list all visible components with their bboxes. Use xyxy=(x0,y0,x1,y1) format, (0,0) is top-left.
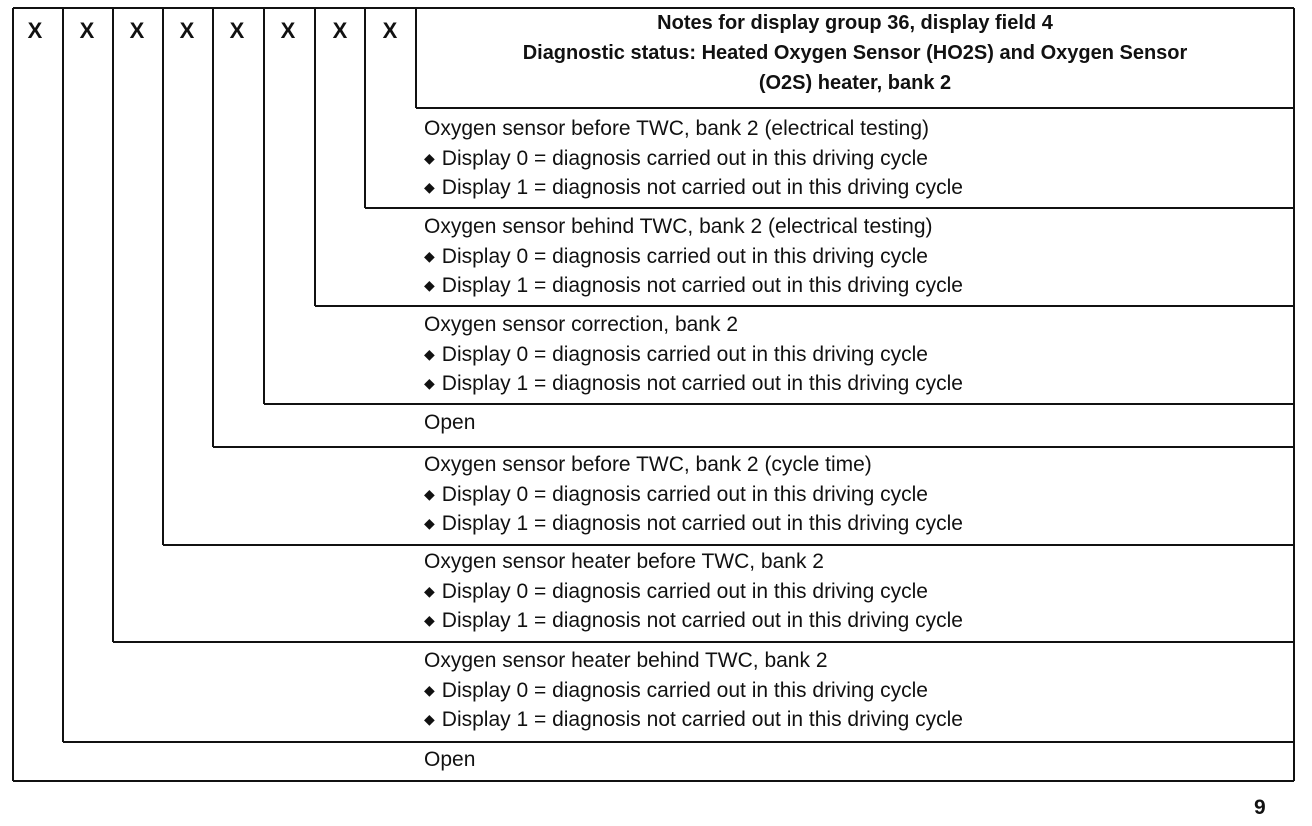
diamond-bullet-icon: ◆ xyxy=(424,681,435,698)
bit-mark-2: X xyxy=(280,18,296,43)
row-bit-1 xyxy=(424,213,963,301)
display-0-note: Display 0 = diagnosis carried out in this driving cycle xyxy=(441,244,928,268)
diamond-bullet-icon: ◆ xyxy=(424,179,435,195)
display-0-note: Display 0 = diagnosis carried out in this driving cycle xyxy=(441,146,928,170)
row-title: Oxygen sensor heater before TWC, bank 2 xyxy=(424,550,824,573)
display-0-note: Display 0 = diagnosis carried out in this driving cycle xyxy=(441,579,928,603)
row-bit-7 xyxy=(424,746,475,775)
row-bit-2 xyxy=(424,311,963,399)
header-line-3: (O2S) heater, bank 2 xyxy=(758,72,952,94)
row-bit-0 xyxy=(424,115,963,203)
bit-mark-6: X xyxy=(79,18,95,43)
bit-mark-1: X xyxy=(332,18,348,43)
bit-mark-7: X xyxy=(27,18,43,43)
diamond-bullet-icon: ◆ xyxy=(424,247,435,264)
diamond-bullet-icon: ◆ xyxy=(424,612,435,628)
display-0-note: Display 0 = diagnosis carried out in this driving cycle xyxy=(441,678,928,702)
row-title: Oxygen sensor before TWC, bank 2 (cycle time) xyxy=(424,453,872,476)
diamond-bullet-icon: ◆ xyxy=(424,582,435,599)
display-0-note: Display 0 = diagnosis carried out in this driving cycle xyxy=(441,342,928,366)
row-bit-4 xyxy=(424,451,963,539)
bit-mark-3: X xyxy=(229,18,245,43)
row-title: Oxygen sensor before TWC, bank 2 (electrical testing) xyxy=(424,117,929,140)
row-title: Oxygen sensor heater behind TWC, bank 2 xyxy=(424,649,828,672)
display-1-note: Display 1 = diagnosis not carried out in this driving cycle xyxy=(441,372,963,395)
row-bit-5 xyxy=(424,548,963,636)
diamond-bullet-icon: ◆ xyxy=(424,149,435,166)
row-title: Open xyxy=(424,411,476,434)
diamond-bullet-icon: ◆ xyxy=(424,345,435,362)
diamond-bullet-icon: ◆ xyxy=(424,515,435,531)
diamond-bullet-icon: ◆ xyxy=(424,375,435,391)
bit-mark-0: X xyxy=(382,18,398,43)
row-title: Open xyxy=(424,748,476,771)
diamond-bullet-icon: ◆ xyxy=(424,277,435,293)
display-1-note: Display 1 = diagnosis not carried out in this driving cycle xyxy=(441,609,963,632)
display-1-note: Display 1 = diagnosis not carried out in this driving cycle xyxy=(441,512,963,535)
table-header-title xyxy=(416,8,1294,108)
page-number: 9 xyxy=(1254,796,1266,819)
display-1-note: Display 1 = diagnosis not carried out in this driving cycle xyxy=(441,274,963,297)
row-bit-3 xyxy=(424,409,475,438)
row-bit-6 xyxy=(424,647,963,735)
row-title: Oxygen sensor behind TWC, bank 2 (electrical testing) xyxy=(424,215,933,238)
header-line-2: Diagnostic status: Heated Oxygen Sensor (HO2S) and Oxygen Sensor xyxy=(522,42,1188,64)
display-1-note: Display 1 = diagnosis not carried out in this driving cycle xyxy=(441,176,963,199)
diamond-bullet-icon: ◆ xyxy=(424,711,435,727)
display-0-note: Display 0 = diagnosis carried out in this driving cycle xyxy=(441,482,928,506)
header-line-1: Notes for display group 36, display field 4 xyxy=(657,12,1053,34)
diamond-bullet-icon: ◆ xyxy=(424,485,435,502)
bit-mark-5: X xyxy=(129,18,145,43)
display-1-note: Display 1 = diagnosis not carried out in this driving cycle xyxy=(441,708,963,731)
bit-mark-4: X xyxy=(179,18,195,43)
row-title: Oxygen sensor correction, bank 2 xyxy=(424,313,738,336)
